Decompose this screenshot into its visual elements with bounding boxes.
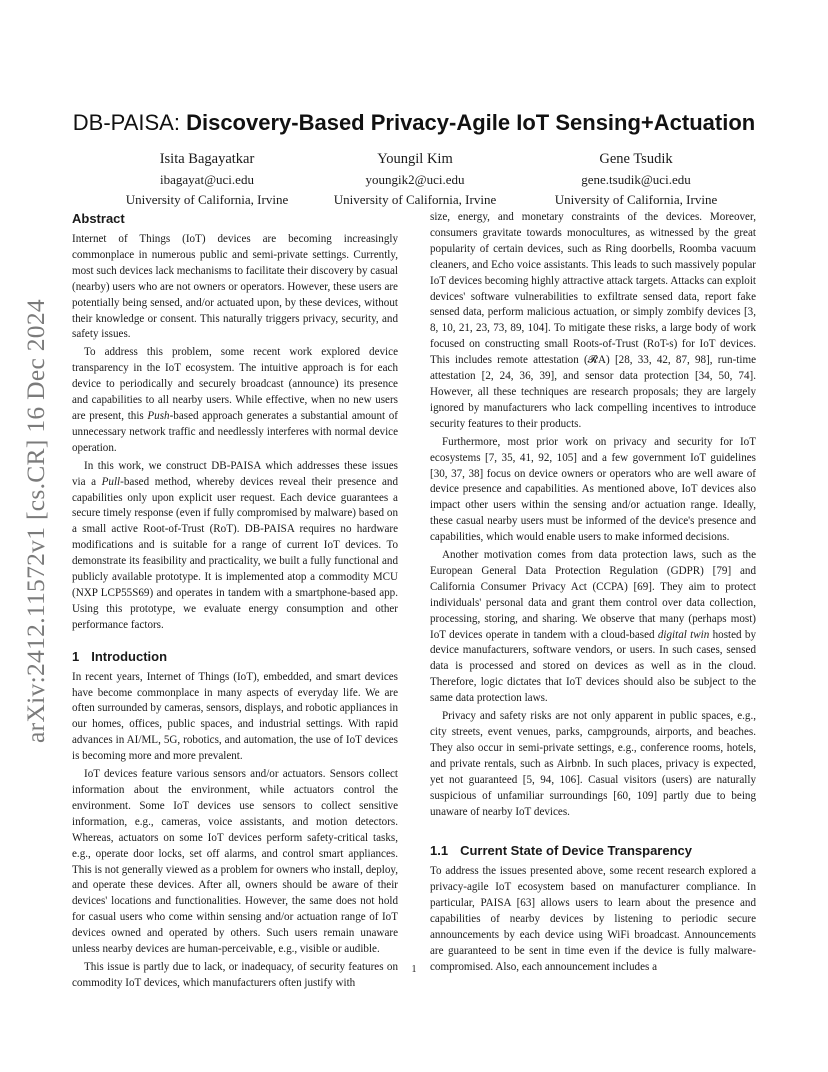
author-block-3	[531, 148, 741, 210]
abstract-p3-emphasis: Pull	[101, 475, 121, 488]
abstract-paragraph-3	[72, 459, 398, 634]
author-block-2	[310, 148, 520, 210]
right-column	[430, 210, 756, 976]
right-p3-emphasis: digital twin	[657, 628, 710, 641]
right-paragraph-4: Privacy and safety risks are not only apparent in public spaces, e.g., city streets, event venues, parks, campgrounds, airports, and beaches. They also occur in semi-private settings, e.g., conference rooms, hotels, and private rentals, such as Airbnb. In such places, privacy is expected, yet not guaranteed [5, 94, 106]. Casual visitors (users) are naturally suspicious of unfamiliar surroundings [60, 109] partly due to being unaware of nearby IoT devices.	[430, 710, 756, 818]
abstract-p3-text-b: -based method, whereby devices reveal their presence and capabilities only upon explicit user request. Each device guarantees a secure timely response (even if fully compromised by malware) based on a small active Root-of-Trust (RoT). DB-PAISA requires no hardware modifications and is suitable for a range of current IoT devices. To demonstrate its feasibility and practicality, we built a fully functional and publicly available prototype. It is implemented atop a commodity MCU (NXP LCP55S69) and operates in tandem with a smartphone-based app. Using this prototype, we evaluate energy consumption and other performance factors.	[72, 475, 398, 631]
arxiv-id-text: arXiv:2412.11572v1 [cs.CR] 16 Dec 2024	[21, 298, 50, 743]
intro-paragraph-2: IoT devices feature various sensors and/or actuators. Sensors collect information about the environment, while actuators control the environment. Some IoT devices use sensors to collect sensitive information, e.g., cameras, voice assistants, and motion detectors. Whereas, actuators on some IoT devices perform safety-critical tasks, e.g., operate door locks, set off alarms, and control smart appliances. This is not generally viewed as a problem for owners who install, deploy, and operate these devices. After all, owners should be aware of their devices' locations and functionalities. However, the same does not hold for casual users who come within sensing and/or actuation range of IoT devices owned and operated by others. Such users remain unaware unless nearby devices are human-perceivable, e.g., visible or audible.	[72, 768, 398, 956]
right-paragraph-1: size, energy, and monetary constraints of the devices. Moreover, consumers gravitate towards monocultures, as witnessed by the great popularity of certain devices, such as Ring doorbells, Roomba vacuum cleaners, and Echo voice assistants. This leads to such massively popular IoT devices becoming highly attractive attack targets. Attacks can exploit devices' software vulnerabilities to exfiltrate sensed data, report fake sensed data, perform malicious actuation, or simply zombify devices [3, 8, 10, 21, 23, 73, 89, 104]. To mitigate these risks, a large body of work focused on constructing small Roots-of-Trust (RoT-s) for IoT devices. This includes remote attestation (𝓡A) [28, 33, 42, 87, 98], run-time attestation [2, 24, 36, 39], and sensor data protection [34, 50, 74]. However, all these techniques are research proposals; they are largely ignored by manufacturers who lack compelling incentives to introduce security features to their products.	[430, 211, 756, 430]
author-email: ibagayat@uci.edu	[160, 172, 254, 187]
subsection-heading	[430, 842, 756, 860]
right-paragraph-3	[430, 548, 756, 707]
subsection-paragraph-1: To address the issues presented above, some recent research explored a privacy-agile IoT ecosystem based on manufacturer compliance. In particular, PAISA [63] allows users to learn about the presence and capabilities of nearby devices by listening to periodic secure announcements by each device using WiFi broadcast. Announcements are guaranteed to be sent in time even if the device is fully malware-compromised. Also, each announcement includes a	[430, 865, 756, 973]
author-name: Youngil Kim	[377, 151, 453, 167]
arxiv-identifier-stamp	[22, 283, 50, 758]
author-block-1	[102, 148, 312, 210]
subsection-title: Current State of Device Transparency	[460, 843, 692, 859]
right-p3-text-a: Another motivation comes from data protection laws, such as the European General Data Protection Regulation (GDPR) [79] and California Consumer Privacy Act (CCPA) [69]. They aim to protect individuals' personal data and grant them control over data collection, processing, storing, and sharing. We observe that many (perhaps most) IoT devices operate in tandem with a cloud-based	[430, 549, 756, 641]
author-affiliation: University of California, Irvine	[333, 192, 497, 207]
abstract-paragraph-1: Internet of Things (IoT) devices are becoming increasingly commonplace in numerous public and semi-private settings. Currently, most such devices lack mechanisms to facilitate their discovery by casual (nearby) users who are not owners or operators. However, these users are potentially being sensed, and/or actuated upon, by these devices, without their knowledge or consent. This naturally triggers privacy, security, and safety issues.	[72, 233, 398, 341]
abstract-paragraph-2	[72, 345, 398, 456]
right-paragraph-2: Furthermore, most prior work on privacy and security for IoT ecosystems [7, 35, 41, 92, 105] and a few government IoT guidelines [30, 37, 38] focus on device owners or operators who are well aware of device presence and capabilities. As mentioned above, IoT devices also impact other users within the sensing and/or actuation range. Ideally, these casual nearby users must be informed of the device's presence and capabilities, which would enable users to make informed decisions.	[430, 435, 756, 544]
left-column	[72, 210, 398, 992]
author-affiliation: University of California, Irvine	[554, 192, 718, 207]
section-number: 1	[72, 648, 80, 664]
author-email: gene.tsudik@uci.edu	[581, 172, 691, 187]
paper-title	[60, 108, 768, 138]
abstract-p2-text-a: To address this problem, some recent work explored device transparency in the IoT ecosystem. The intuitive approach is for each device to periodically and securely broadcast (announce) its presence and capabilities to all nearby users. While effective, when no new users are present, this	[72, 346, 398, 422]
subsection-number: 1.1	[430, 843, 449, 859]
author-name: Gene Tsudik	[599, 151, 673, 167]
right-p3-text-b: hosted by device manufacturers, software vendors, or users. In such cases, sensed data is processed and stored on devices as well as in the cloud. Therefore, logic dictates that IoT devices should also be subject to the same data protection laws.	[430, 628, 756, 705]
page-number: 1	[411, 964, 417, 975]
author-affiliation: University of California, Irvine	[125, 192, 289, 207]
author-name: Isita Bagayatkar	[159, 151, 255, 167]
author-email: youngik2@uci.edu	[365, 172, 465, 187]
introduction-heading	[72, 648, 398, 666]
section-title: Introduction	[91, 648, 168, 664]
abstract-heading: Abstract	[72, 211, 125, 226]
title-main: Discovery-Based Privacy-Agile IoT Sensing+Actuation	[186, 110, 756, 135]
abstract-p2-emphasis: Push	[147, 409, 170, 422]
abstract-p3-text-a: In this work, we construct DB-PAISA which addresses these issues via a	[72, 459, 398, 488]
intro-paragraph-1: In recent years, Internet of Things (IoT), embedded, and smart devices have become commonplace in many aspects of everyday life. We are often surrounded by cameras, sensors, displays, and robotic appliances in our homes, offices, public spaces, and industrial settings. With rapid advances in AI/ML, 5G, robotics, and automation, the use of IoT devices is becoming more and more prevalent.	[72, 670, 398, 763]
intro-paragraph-3: This issue is partly due to lack, or inadequacy, of security features on commodity IoT devices, which manufacturers often justify with	[72, 960, 398, 989]
title-prefix: DB-PAISA:	[72, 110, 187, 135]
abstract-p2-text-b: -based approach generates a substantial amount of unnecessary network traffic and needlessly interferes with normal device operation.	[72, 409, 399, 454]
